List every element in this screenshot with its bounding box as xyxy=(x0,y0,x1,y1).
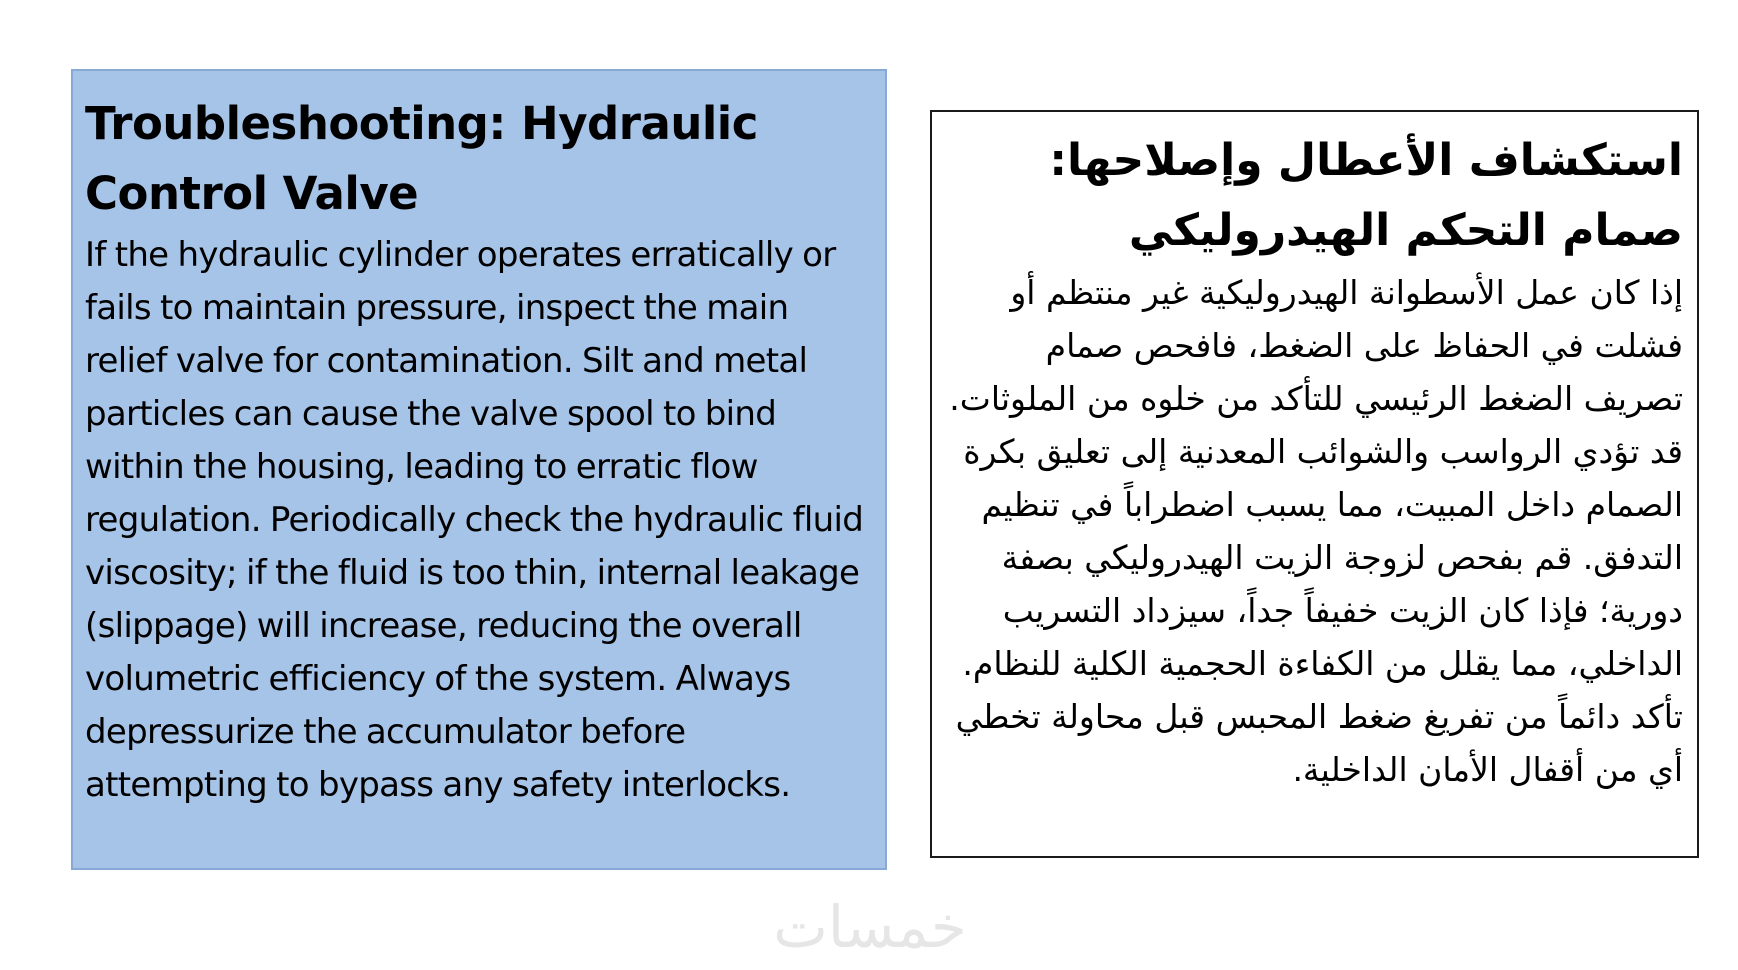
arabic-title: استكشاف الأعطال وإصلاحها: صمام التحكم الهيدروليكي xyxy=(1049,135,1683,256)
english-title: Troubleshooting: Hydraulic Control Valve xyxy=(85,97,758,220)
watermark-logo: خمسات xyxy=(773,893,967,961)
arabic-body: إذا كان عمل الأسطوانة الهيدروليكية غير منتظم أو فشلت في الحفاظ على الضغط، فافحص صمام تصريف الضغط الرئيسي للتأكد من خلوه من الملوثات. قد تؤدي الرواسب والشوائب المعدنية إلى تعليق بكرة الصمام داخل المبيت، مما يسبب اضطراباً في تنظيم التدفق. قم بفحص لزوجة الزيت الهيدروليكي بصفة دورية؛ فإذا كان الزيت خفيفاً جداً، سيزداد التسريب الداخلي، مما يقلل من الكفاءة الحجمية الكلية للنظام. تأكد دائماً من تفريغ ضغط المحبس قبل محاولة تخطي أي من أقفال الأمان الداخلية. xyxy=(949,273,1683,789)
english-body: If the hydraulic cylinder operates erratically or fails to maintain pressure, inspect the main relief valve for contamination. Silt and metal particles can cause the valve spool to bind within the housing, leading to erratic flow regulation. Periodically check the hydraulic fluid viscosity; if the fluid is too thin, internal leakage (slippage) will increase, reducing the overall volumetric efficiency of the system. Always depressurize the accumulator before attempting to bypass any safety interlocks. xyxy=(85,235,864,805)
english-text-panel xyxy=(71,69,887,870)
arabic-text-panel xyxy=(930,110,1699,858)
